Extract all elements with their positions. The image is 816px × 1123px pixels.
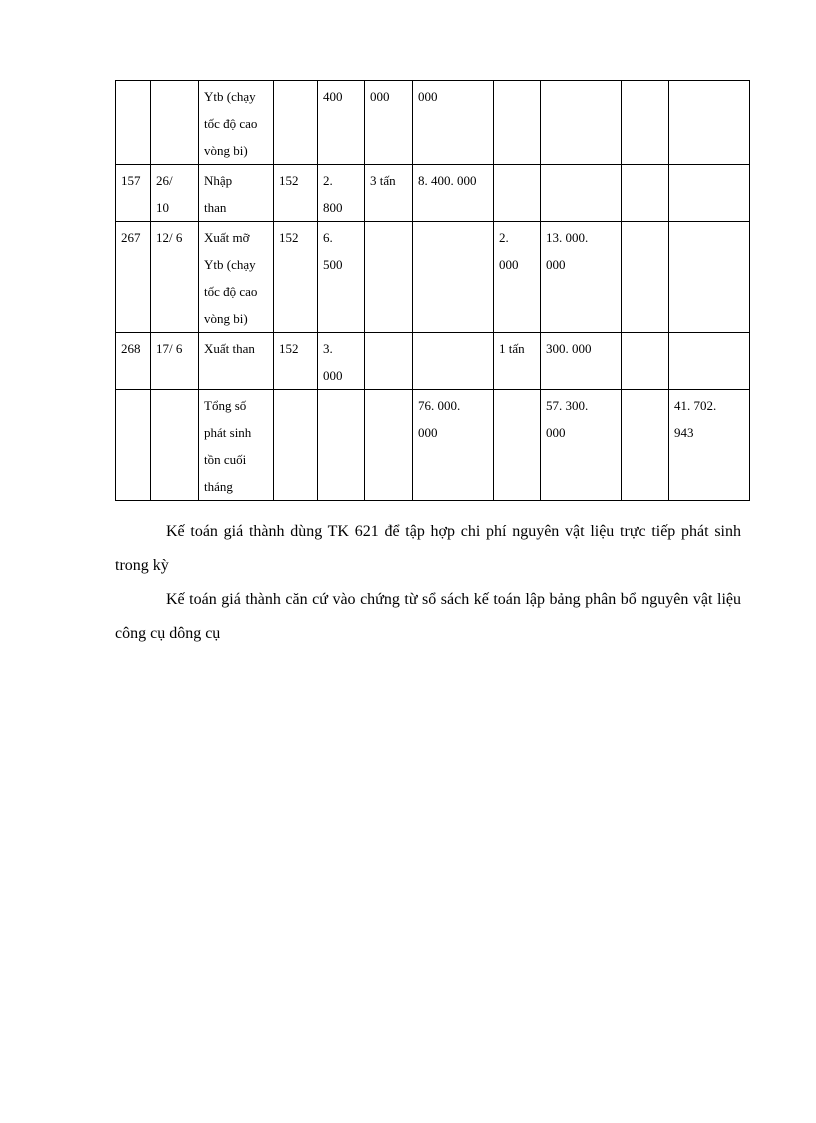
table-cell: 26/ 10 xyxy=(151,165,199,222)
table-row xyxy=(116,165,750,222)
table-cell: 2. 000 xyxy=(494,222,541,333)
table-cell xyxy=(622,165,669,222)
table-cell xyxy=(365,333,413,390)
table-cell: 76. 000. 000 xyxy=(413,390,494,501)
ledger-table xyxy=(115,80,750,501)
table-cell: 3. 000 xyxy=(318,333,365,390)
table-cell xyxy=(116,81,151,165)
table-cell: 000 xyxy=(365,81,413,165)
table-cell: 2. 800 xyxy=(318,165,365,222)
table-cell xyxy=(494,390,541,501)
table-cell: 400 xyxy=(318,81,365,165)
body-paragraph: Kế toán giá thành dùng TK 621 để tập hợp chi phí nguyên vật liệu trực tiếp phát sinh trong kỳ xyxy=(115,523,741,574)
table-cell xyxy=(622,81,669,165)
table-cell xyxy=(274,390,318,501)
table-cell: 152 xyxy=(274,222,318,333)
table-cell xyxy=(318,390,365,501)
table-cell: 000 xyxy=(413,81,494,165)
table-cell xyxy=(622,222,669,333)
table-cell xyxy=(365,390,413,501)
table-cell: 57. 300. 000 xyxy=(541,390,622,501)
table-cell: Nhập than xyxy=(199,165,274,222)
table-row xyxy=(116,81,750,165)
table-cell: Tổng số phát sinh tồn cuối tháng xyxy=(199,390,274,501)
table-row xyxy=(116,333,750,390)
table-cell xyxy=(622,333,669,390)
table-cell: 8. 400. 000 xyxy=(413,165,494,222)
table-cell xyxy=(413,222,494,333)
table-cell xyxy=(622,390,669,501)
table-cell: 300. 000 xyxy=(541,333,622,390)
table-cell xyxy=(151,390,199,501)
table-cell xyxy=(365,222,413,333)
table-cell: 3 tấn xyxy=(365,165,413,222)
table-cell: 13. 000. 000 xyxy=(541,222,622,333)
table-cell: 268 xyxy=(116,333,151,390)
table-cell: Xuất than xyxy=(199,333,274,390)
table-cell xyxy=(494,81,541,165)
table-cell: 267 xyxy=(116,222,151,333)
table-cell: 157 xyxy=(116,165,151,222)
table-cell: 1 tấn xyxy=(494,333,541,390)
table-cell: Xuất mỡ Ytb (chạy tốc độ cao vòng bi) xyxy=(199,222,274,333)
table-row xyxy=(116,222,750,333)
table-row xyxy=(116,390,750,501)
table-cell xyxy=(541,165,622,222)
table-cell xyxy=(116,390,151,501)
table-cell: 152 xyxy=(274,333,318,390)
table-cell xyxy=(669,222,750,333)
table-cell xyxy=(669,165,750,222)
table-cell xyxy=(274,81,318,165)
table-cell: 12/ 6 xyxy=(151,222,199,333)
table-cell xyxy=(669,333,750,390)
table-cell: 41. 702. 943 xyxy=(669,390,750,501)
table-cell: 6. 500 xyxy=(318,222,365,333)
table-cell xyxy=(494,165,541,222)
table-cell xyxy=(413,333,494,390)
body-paragraph: Kế toán giá thành căn cứ vào chứng từ sổ sách kế toán lập bảng phân bổ nguyên vật liệu công cụ dông cụ xyxy=(115,591,741,642)
table-cell xyxy=(669,81,750,165)
table-cell: 152 xyxy=(274,165,318,222)
table-cell: 17/ 6 xyxy=(151,333,199,390)
table-cell: Ytb (chạy tốc độ cao vòng bi) xyxy=(199,81,274,165)
table-cell xyxy=(151,81,199,165)
table-cell xyxy=(541,81,622,165)
